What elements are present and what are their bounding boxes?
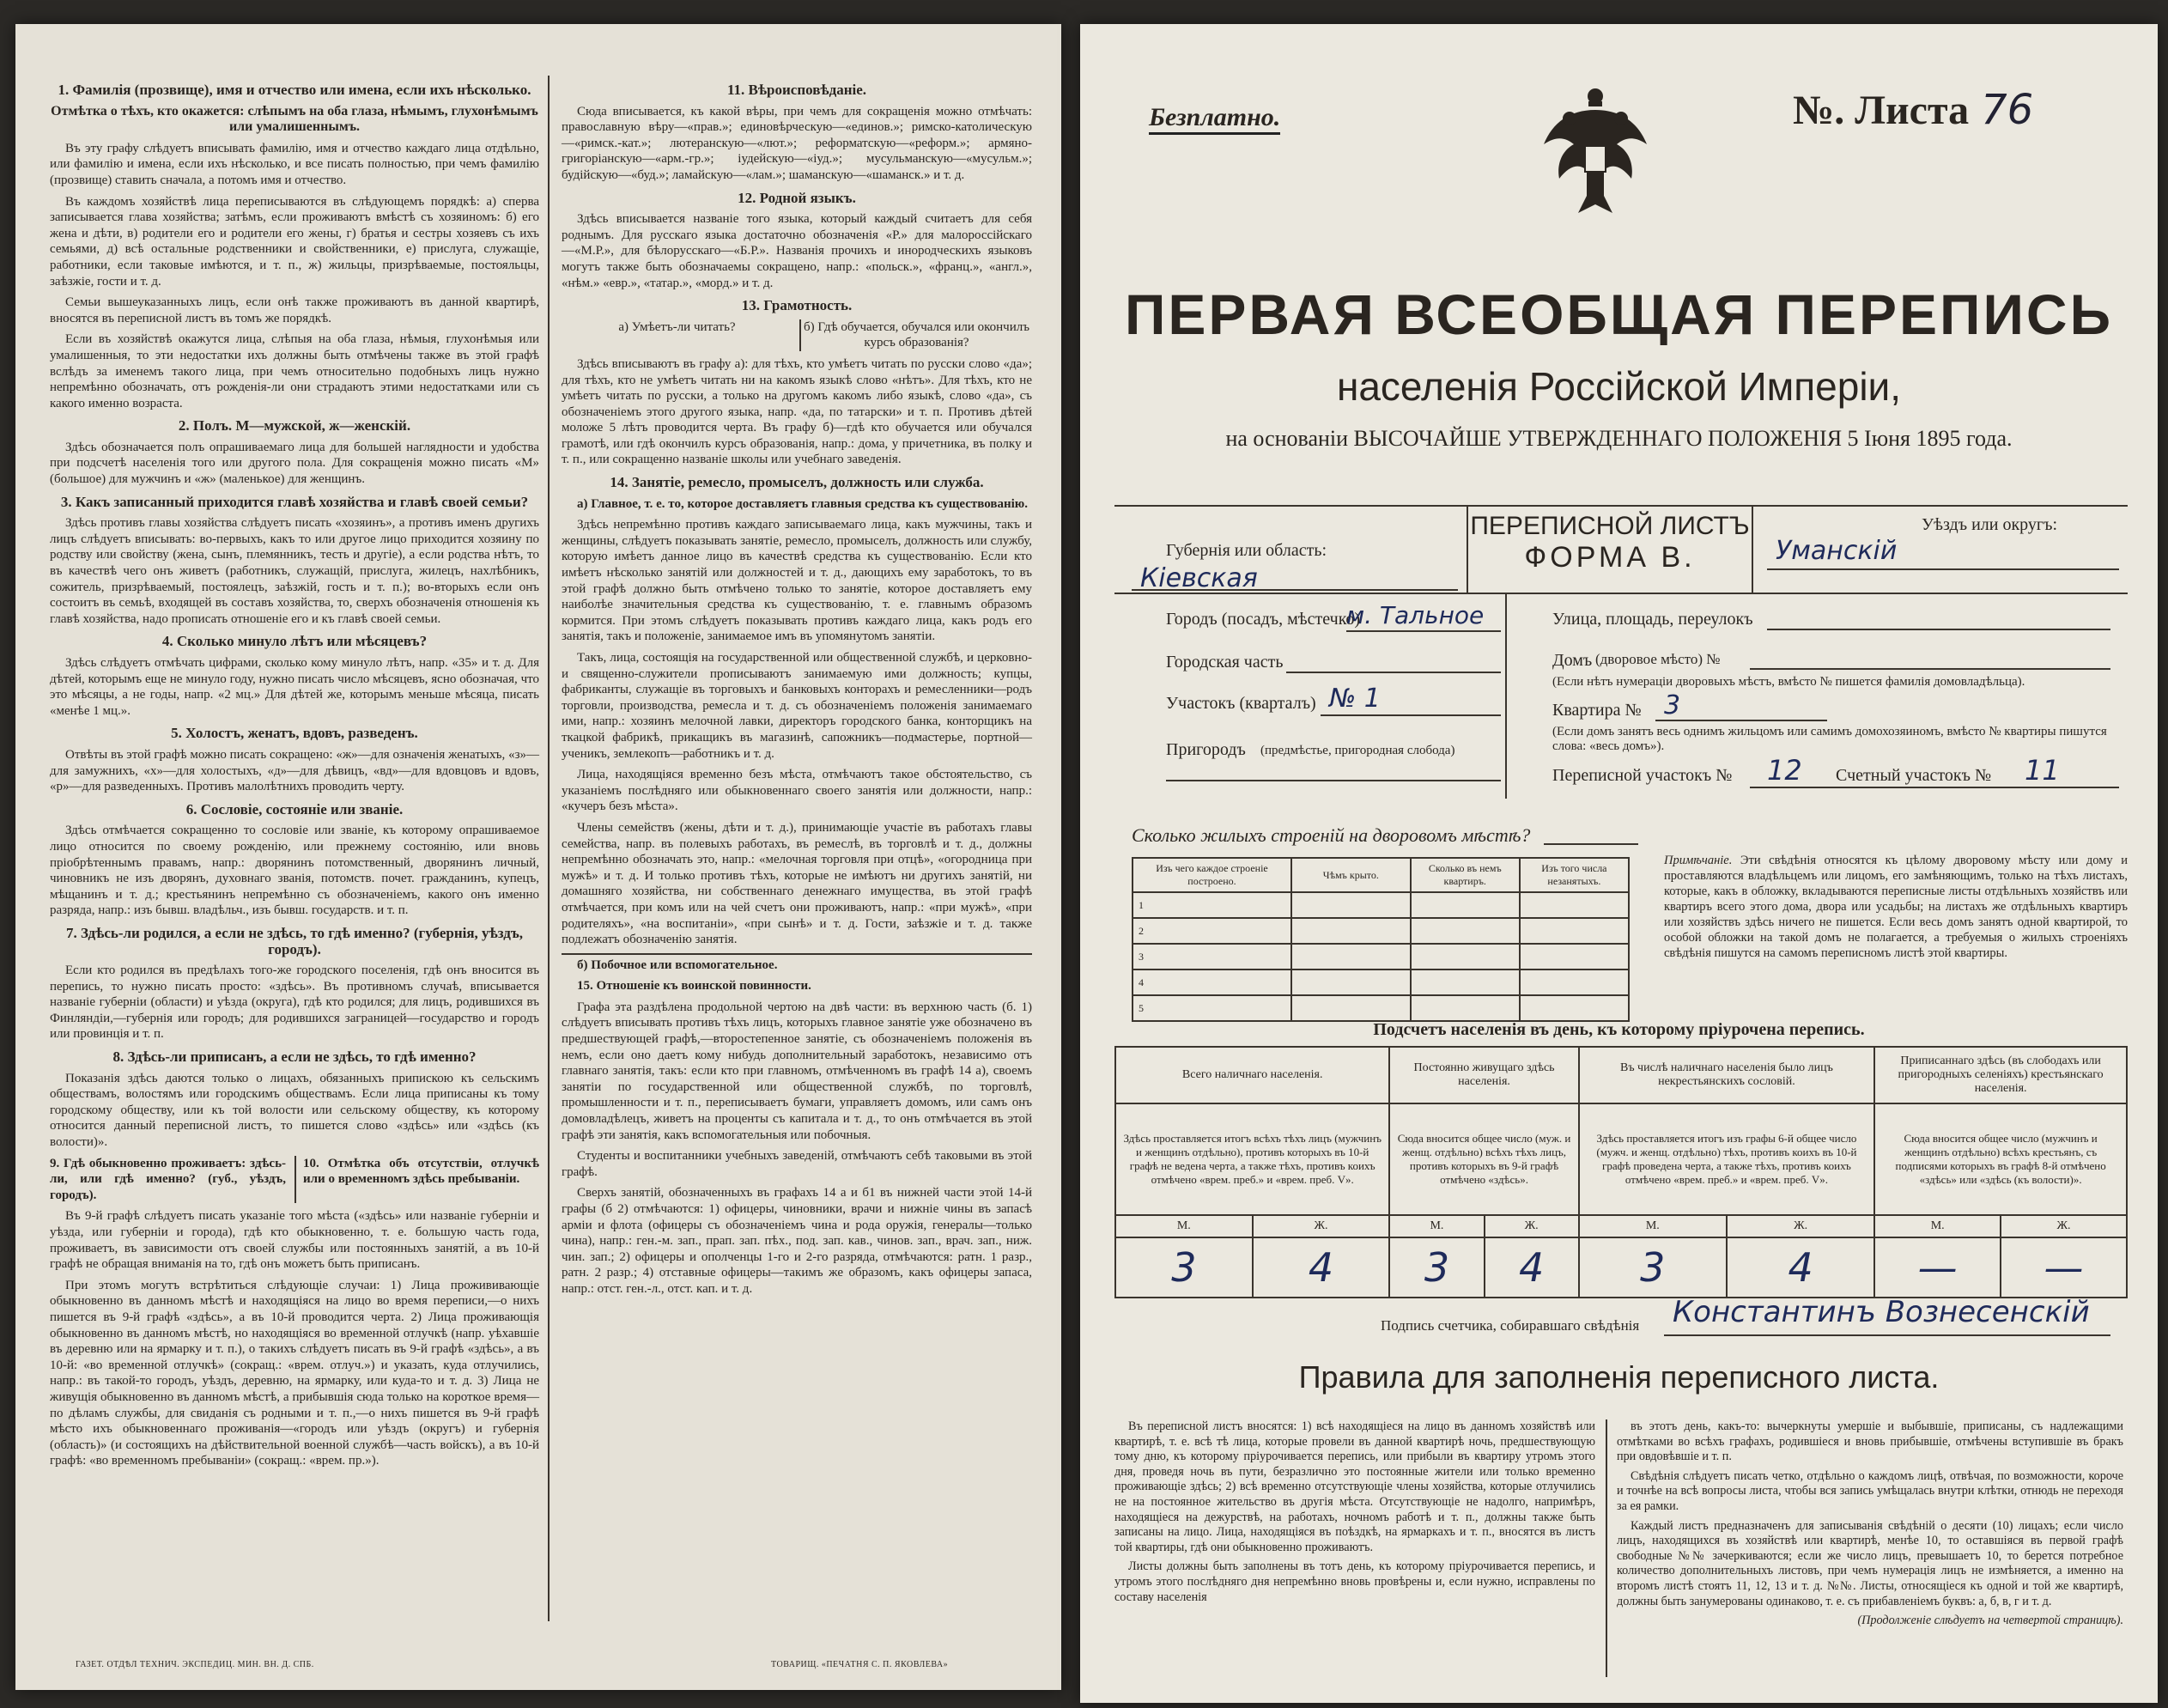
instructions-column-2: [562, 76, 1032, 1303]
section-14-text: Здѣсь непремѣнно противъ каждаго записываемаго лица, какъ мужчины, такъ и женщины, слѣдуетъ показывать занятіе, ремесло, промыселъ, должность или службу, которую имѣетъ данное лицо въ качествѣ средства къ существованію. Если кто имѣетъ нѣсколько занятій или должностей и т. д., дающихъ ему заработокъ, то въ этой графѣ должно быть отмѣчено только то занятіе, которое доставляетъ ему наиболѣе значительныя средства къ существованію, т. е. главнымъ образомъ кормится. При этомъ слѣдуетъ показывать противъ каждаго лица, какъ родъ его занятія, такъ и положеніе, занимаемое имъ въ упомянутомъ занятіи.: [562, 518, 1032, 644]
row-number: 2: [1133, 918, 1291, 944]
gubernia-label: Губернія или область:: [1166, 541, 1327, 560]
tally-desc-permanent: Сюда вносится общее число (муж. и женщ. отдѣльно) всѣхъ тѣхъ лицъ, противъ которыхъ въ 9-й графѣ отмѣчено «здѣсь».: [1389, 1103, 1578, 1215]
rules-title: Правила для заполненія переписного листа.: [1298, 1359, 1940, 1395]
sheet-number: [1793, 86, 2033, 134]
form-title: ПЕРЕПИСНОЙ ЛИСТЪ: [1470, 512, 1750, 540]
tally-table: [1114, 1046, 2128, 1298]
male-label: М.: [1874, 1215, 2001, 1237]
section-9-heading: 9. Гдѣ обыкновенно проживаетъ: здѣсь-ли, или гдѣ именно? (губ., уѣздъ, городъ).: [50, 1156, 286, 1202]
tally-non-peasant-male[interactable]: 3: [1579, 1237, 1727, 1298]
section-11-text: Сюда вписывается, къ какой вѣры, при чемъ для сокращенія можно отмѣчать: православную вѣру—«прав.»; единовѣрческую—«единов.»; римско-католическую—«римск.-кат.»; лютеранскую—«лют.»; реформатскую—«реформ.»; армяно-григоріанскую—«арм.-гр.»; іудейскую—«іуд.»; мусульманскую—«мусульм.»; будійскую—«буд.»; ламайскую—«лам.»; шаманскую—«шаманск.» и т. д.: [562, 104, 1032, 182]
table-row[interactable]: [1133, 892, 1629, 918]
section-7-text: Если кто родился въ предѣлахъ того-же городского поселенія, гдѣ онъ вносится въ перепись, то нужно писать просто: «здѣсь». Въ противномъ случаѣ, вписывается названіе губерніи (области) и уѣзда (округа), гдѣ кто родился; для лицъ, родившихся въ Финляндіи,—губернія или городъ; для родившихся заграницей—государство и городъ или провинція и т. п.: [50, 963, 539, 1042]
bld-col-material: Изъ чего каждое строеніе построено.: [1133, 858, 1291, 892]
section-1-text-3: Семьи вышеуказанныхъ лицъ, если онѣ также проживаютъ въ данной квартирѣ, вносятся въ переписной листъ въ томъ же порядкѣ.: [50, 295, 539, 325]
section-13a: а) Умѣетъ-ли читать?: [618, 319, 736, 334]
rules-text-3: въ этотъ день, какъ-то: вычеркнуты умершіе и выбывшіе, приписаны, съ надлежащими отмѣтками во всѣхъ графахъ, родившіеся и вновь прибывшіе, отмѣчены вступившіе въ бракъ при овдовѣвшіе и т. п.: [1617, 1419, 2123, 1464]
tally-col-registered-peasant: Приписаннаго здѣсь (въ слободахъ или пригородныхъ селеніяхъ) крестьянскаго населенія.: [1874, 1047, 2127, 1103]
double-headed-eagle-icon: [1535, 84, 1655, 222]
section-14a: а) Главное, т. е. то, которое доставляетъ главныя средства къ существованію.: [577, 496, 1028, 511]
buildings-table-header: [1133, 858, 1629, 892]
census-subtitle: населенія Россійской Имперіи,: [1336, 364, 1902, 409]
tally-permanent-female[interactable]: 4: [1485, 1237, 1579, 1298]
row-number: 3: [1133, 944, 1291, 969]
house-note: (дворовое мѣсто) №: [1595, 651, 1721, 667]
male-label: М.: [1115, 1215, 1253, 1237]
column-divider: [548, 76, 550, 1621]
section-14b-text: Графа эта раздѣлена продольной чертою на двѣ части: въ верхнюю часть (б. 1) слѣдуетъ вписывать противъ тѣхъ лицъ, которыхъ главное занятіе уже обозначено въ предшествующей графѣ,—второстепенное занятіе, съ обозначеніемъ положенія въ немъ, если оно даетъ кому нибудь дополнительный заработокъ, независимо отъ главнаго занятія, такъ: если кто при главномъ, отмѣченномъ въ графѣ 14 а), своемъ занятіи по государственной или общественной службѣ, по торговлѣ, промышленности и т. п., переписываетъ бумаги, управляетъ домомъ, или самъ онъ домовладѣлецъ, живетъ на проценты съ капитала и т. д., то онъ отмѣчается въ этой графѣ эти занятія, какъ вспомогательныя или побочныя.: [562, 1000, 1032, 1142]
census-district-value[interactable]: 12: [1767, 754, 1802, 787]
instructions-column-1: [50, 76, 539, 1474]
tally-present-female[interactable]: 4: [1253, 1237, 1390, 1298]
section-13-heading: 13. Грамотность.: [741, 297, 853, 314]
bld-col-apartments: Сколько въ немъ квартиръ.: [1411, 858, 1520, 892]
tally-values-row[interactable]: [1115, 1237, 2127, 1298]
rules-text-5: Каждый листъ предназначенъ для записыванія свѣдѣній о десяти (10) лицахъ; если число лицъ, находящихся въ хозяйствѣ или квартирѣ, менѣе 10, то оставшіяся въ первой графѣ свободные №№ зачеркиваются; если же число лицъ, превышаетъ 10, то берется потребное количество дополнительныхъ листовъ, при чемъ нумерація лицъ не измѣняется, а именно на второмъ листѣ стоятъ 11, 12, 13 и т. д. №№. Листы, относящіеся къ одной и той же квартирѣ, должны быть занумерованы одинаково, т. е. съ прибавленіемъ буквъ: а, б, в, г и т. д.: [1617, 1518, 2123, 1608]
section-3-heading: 3. Какъ записанный приходится главѣ хозяйства и главѣ своей семьи?: [60, 493, 529, 510]
section-14-text-2: Такъ, лица, состоящія на государственной или общественной службѣ, и церковно-и священно-служители прописываютъ занимаемую ими должность; купцы, фабриканты, служащіе въ торговыхъ и банковыхъ конторахъ и ремесленники—родъ торговли, производства, ремесла и т. д. съ обозначеніемъ положенія занимаемаго ими, напр.: хозяинъ мелочной лавки, директоръ городского банка, конторщикъ на ткацкой фабрикѣ, прикащикъ въ магазинѣ, сапожникъ—подмастерье, портной—ученикъ, землекопъ—работникъ и т. д.: [562, 651, 1032, 761]
count-district-label: Счетный участокъ №: [1836, 766, 1992, 785]
section-14-text-3: Лица, находящіяся временно безъ мѣста, отмѣчаютъ такое обстоятельство, съ указаніемъ послѣдняго или обыкновеннаго своего занятія или должности, напр.: «кучеръ безъ мѣста».: [562, 768, 1032, 814]
district-value[interactable]: № 1: [1329, 684, 1381, 714]
section-1-text: Въ эту графу слѣдуетъ вписывать фамилію, имя и отчество каждаго лица отдѣльно, или фамилію и имена, если ихъ нѣсколько, и все писать полностью, при чемъ фамилію (прозвище) ставить сначала, а потомъ имя и отчество.: [50, 141, 539, 187]
tally-non-peasant-female[interactable]: 4: [1727, 1237, 1874, 1298]
gubernia-value[interactable]: Кіевская: [1140, 563, 1258, 593]
house-hint: (Если нѣтъ нумераціи дворовыхъ мѣстъ, вмѣсто № пишется фамилія домовладѣльца).: [1552, 675, 2025, 689]
rules-column-1: [1114, 1419, 1595, 1609]
section-14-heading: 14. Занятіе, ремесло, промыселъ, должность или служба.: [610, 474, 984, 491]
free-label: Безплатно.: [1149, 103, 1280, 135]
uezd-label: Уѣздъ или округъ:: [1922, 515, 2058, 534]
form-header-row: [1114, 507, 2128, 594]
section-9-10-headings: [50, 1156, 539, 1204]
rules-column-2: [1617, 1419, 2123, 1633]
uezd-value[interactable]: Уманскій: [1776, 536, 1898, 566]
table-row[interactable]: [1133, 969, 1629, 995]
tally-desc-row: [1115, 1103, 2127, 1215]
section-9-text-2: При этомъ могутъ встрѣтиться слѣдующіе случаи: 1) Лица прожививающіе обыкновенно въ данномъ мѣстѣ и находящіяся на лицо во время переписи,—о нихъ пишется въ 9-й графѣ «здѣсь», а въ 10-й проводится черта. 2) Лица проживающія обыкновенно въ данномъ мѣстѣ, но находящіяся во временной отлучкѣ (напр. уѣхавшіе въ деревню или на ярмарку и т. п.), о такихъ слѣдуетъ писать въ 9-й графѣ «здѣсь», а въ 10-й: «во временной отлучкѣ» (сокращ.: «врем. отлуч.») и указать, куда отлучились, напр.: въ такой-то городъ, уѣздъ, деревню, на ярмарку, или куда-то и т. д. 3) Лица не живущія обыкновенно въ данномъ мѣстѣ, а прибывшія сюда только на короткое время—по дѣламъ службы, для свиданія съ родными и т. п.,—о нихъ пишется въ 9-й графѣ мѣсто ихъ обыкновеннаго проживанія—«городъ или уѣздъ (округъ) и губернія (область)» (и состоящихъ на дѣйствительной военной службѣ—часть войскъ), а въ 10-й графѣ: «во временномъ пребываніи» (сокращ.: «врем. пр.»).: [50, 1278, 539, 1468]
form-title-box: [1467, 507, 1753, 593]
section-1-text-2: Въ каждомъ хозяйствѣ лица переписываются въ слѣдующемъ порядкѣ: а) сперва записывается глава хозяйства; затѣмъ, если проживаютъ вмѣстѣ съ хозяиномъ: б) его жена и дѣти, в) родители его и родители его жены, г) братья и сестры хозяевъ съ ихъ семьями, д) всѣ остальные родственники и свойственники, е) прислуга, служащіе, работники, если таковые имѣются, и т. п., ж) жильцы, призрѣваемые, постояльцы, заѣзжіе, гости и т. д.: [50, 194, 539, 289]
tally-desc-non-peasant: Здѣсь проставляется итогъ изъ графы 6-й общее число (мужч. и женщ. отдѣльно) тѣхъ, противъ коихъ въ 10-й графѣ проведена черта, а также тѣхъ, противъ коихъ отмѣчено «врем. преб.» и «врем. преб. V».: [1579, 1103, 1875, 1215]
rules-divider: [1606, 1419, 1607, 1677]
tally-col-permanent: Постоянно живущаго здѣсь населенія.: [1389, 1047, 1578, 1103]
section-8-text: Показанія здѣсь даются только о лицахъ, обязанныхъ припискою къ сельскимъ обществамъ, волостямъ или городскимъ обществамъ. Если лица приписаны къ тому городскому обществу, или къ той волости или сельскому обществу, къ которому относится данный переписной листъ, то пишется слово «здѣсь» или «здѣсь (къ волости)».: [50, 1071, 539, 1150]
row-number: 5: [1133, 995, 1291, 1021]
suburb-label: Пригородъ: [1166, 740, 1246, 759]
buildings-table: [1132, 857, 1630, 1022]
section-13-subheadings: [562, 319, 1032, 351]
form-type: ФОРМА В.: [1524, 541, 1696, 574]
rules-text-2: Листы должны быть заполнены въ тотъ день, къ которому пріурочивается перепись, и утромъ этого послѣдняго дня непремѣнно вновь провѣрены и, если нужно, исправлены по составу населенія: [1114, 1559, 1595, 1604]
note-title: Примѣчаніе.: [1664, 854, 1733, 867]
street-line[interactable]: [1767, 629, 2110, 630]
tally-col-present: Всего наличнаго населенія.: [1115, 1047, 1389, 1103]
section-11-heading: 11. Вѣроисповѣданіе.: [726, 82, 867, 98]
signature-value[interactable]: Константинъ Вознесенскій: [1673, 1295, 2090, 1329]
bld-col-vacant: Изъ того числа незанятыхъ.: [1520, 858, 1629, 892]
tally-desc-present: Здѣсь проставляется итогъ всѣхъ тѣхъ лицъ (мужчинъ и женщинъ отдѣльно), противъ которыхъ въ 10-й графѣ не ведена черта, а также тѣхъ, противъ коихъ отмѣчено «врем. преб.» и «врем. преб. V».: [1115, 1103, 1389, 1215]
section-2-text: Здѣсь обозначается полъ опрашиваемаго лица для большей наглядности и удобства при подсчетѣ населенія того или другого пола. Для сокращенія можно писать «М» (большое) для мужчинъ и «ж» (маленькое) для женщинъ.: [50, 440, 539, 487]
section-12-heading: 12. Родной языкъ.: [738, 189, 856, 206]
section-1-heading: 1. Фамилія (прозвище), имя и отчество или имена, если ихъ нѣсколько.: [58, 82, 531, 98]
section-6-heading: 6. Сословіе, состояніе или званіе.: [185, 800, 404, 818]
section-10-heading: 10. Отмѣтка объ отсутствіи, отлучкѣ или о временномъ здѣсь пребываніи.: [295, 1156, 539, 1204]
tally-header-row: [1115, 1047, 2127, 1103]
section-5-heading: 5. Холостъ, женатъ, вдовъ, разведенъ.: [171, 725, 418, 742]
tally-title: Подсчетъ населенія въ день, къ которому пріурочена перепись.: [1373, 1020, 1865, 1039]
city-part-line[interactable]: [1286, 672, 1501, 673]
rules-text-4: Свѣдѣнія слѣдуетъ писать четко, отдѣльно о каждомъ лицѣ, отвѣчая, по возможности, короче и точнѣе на всѣ вопросы листа, чтобы вся запись умѣщалась внутри клѣтки, отнюдь не переходя за ея рамки.: [1617, 1468, 2123, 1513]
house-label: Домъ: [1552, 651, 1593, 670]
street-label: Улица, площадь, переулокъ: [1552, 610, 1753, 629]
rules-continued: (Продолженіе слѣдуетъ на четвертой страницѣ).: [1857, 1614, 2123, 1628]
female-label: Ж.: [2001, 1215, 2127, 1237]
row-number: 4: [1133, 969, 1291, 995]
female-label: Ж.: [1485, 1215, 1579, 1237]
table-row[interactable]: [1133, 918, 1629, 944]
census-basis: на основаніи ВЫСОЧАЙШЕ УТВЕРЖДЕННАГО ПОЛОЖЕНІЯ 5 Іюня 1895 года.: [1225, 426, 2013, 451]
uezd-line: [1767, 568, 2119, 570]
signature-label: Подпись счетчика, собиравшаго свѣдѣнія: [1381, 1317, 1640, 1334]
note-block: [1664, 853, 2128, 961]
section-7-heading: 7. Здѣсь-ли родился, а если не здѣсь, то гдѣ именно? (губернія, уѣздъ, городъ).: [65, 924, 524, 957]
census-district-label: Переписной участокъ №: [1552, 766, 1733, 785]
footer-printer-left: ГАЗЕТ. ОТДѢЛ ТЕХНИЧ. ЭКСПЕДИЦ. МИН. ВН. Д. СПБ.: [76, 1660, 314, 1669]
footer-printer-right: ТОВАРИЩ. «ПЕЧАТНЯ С. П. ЯКОВЛЕВА»: [771, 1660, 949, 1669]
tally-present-male[interactable]: 3: [1115, 1237, 1253, 1298]
apartment-value[interactable]: 3: [1664, 690, 1681, 720]
suburb-line[interactable]: [1166, 780, 1501, 781]
female-label: Ж.: [1727, 1215, 1874, 1237]
tally-desc-registered-peasant: Сюда вносится общее число (мужчинъ и женщинъ отдѣльно) всѣхъ крестьянъ, съ подписями которыхъ въ графѣ 8-й отмѣчено «здѣсь» или «здѣсь (къ волости)».: [1874, 1103, 2127, 1215]
location-divider: [1505, 593, 1507, 799]
male-label: М.: [1579, 1215, 1727, 1237]
section-5-text: Отвѣты въ этой графѣ можно писать сокращено: «ж»—для означенія женатыхъ, «з»—для замужнихъ, «х»—для холостыхъ, «д»—для дѣвицъ, «вд»—для вдовцовъ и вдовъ, «р»—для разведенныхъ. Противъ малолѣтнихъ проводить черту.: [50, 747, 539, 794]
district-line: [1321, 714, 1501, 716]
district-label: Участокъ (кварталъ): [1166, 694, 1316, 713]
instructions-page: [15, 24, 1061, 1690]
sheet-number-value: 76: [1981, 86, 2034, 134]
table-row[interactable]: [1133, 944, 1629, 969]
count-district-value[interactable]: 11: [2025, 754, 2060, 787]
apartment-hint: (Если домъ занятъ весь однимъ жильцомъ или самимъ домохозяиномъ, вмѣсто № квартиры пишутся слова: «весь домъ»).: [1552, 725, 2107, 753]
tally-permanent-male[interactable]: 3: [1389, 1237, 1484, 1298]
section-12-text: Здѣсь вписывается названіе того языка, который каждый считаетъ для себя роднымъ. Для русскаго языка достаточно обозначенія «Р.» для малороссійскаго—«М.Р.», для бѣлорусскаго—«Б.Р.». Названія прочихъ и инородческихъ языковъ могутъ также быть обозначаемы сокращено, напр.: «польск.», «франц.», «англ.», «нѣм.» «евр.», «татар.», «морд.» и т. д.: [562, 212, 1032, 290]
section-14b-heading: б) Побочное или вспомогательное.: [562, 953, 1032, 974]
section-14b-text-2: Студенты и воспитанники учебныхъ заведеній, отмѣчаютъ себѣ таковыми въ этой графѣ.: [562, 1149, 1032, 1179]
city-part-label: Городская часть: [1166, 653, 1284, 672]
district-numbers-line: [1750, 787, 2119, 788]
section-9-text: Въ 9-й графѣ слѣдуетъ писать указаніе того мѣста («здѣсь» или названіе губерніи и уѣзда, или губерніи и города), гдѣ кто обыкновенно, т. е. большую часть года, проживаетъ, въ зависимости отъ своей службы или постоянныхъ занятій, а въ 10-й графѣ не обращая вниманія на то, гдѣ онъ можетъ быть приписанъ.: [50, 1209, 539, 1272]
section-2-heading: 2. Полъ. М—мужской, ж—женскій.: [178, 417, 411, 435]
section-13b: б) Гдѣ обучается, обучался или окончилъ курсъ образованія?: [799, 319, 1032, 351]
row-number: 1: [1133, 892, 1291, 918]
sheet-number-label: №. Листа: [1793, 88, 1970, 133]
section-14-text-4: Члены семействъ (жены, дѣти и т. д.), принимающіе участіе въ работахъ главы семейства, напр. въ полевыхъ работахъ, въ ремеслѣ, въ торговлѣ и т. д., должны непремѣнно обозначать это, напр.: «мелочная торговля при отцѣ», «огородница при мужѣ» и т. д. И только противъ тѣхъ, которые не имѣютъ ни другихъ занятій, ни домашняго хозяйства, ни собственнаго денежнаго имущества, въ этой графѣ отмѣчается, при комъ или на чей счетъ они проживаютъ, напр.: «при мужѣ», «при родителяхъ», «на воспитаніи», «при сынѣ» и т. д. Гости, заѣзжіе и т. д. также подлежатъ обозначенію занятія.: [562, 820, 1032, 947]
rules-text-1: Въ переписной листъ вносятся: 1) всѣ находящіеся на лицо въ данномъ хозяйствѣ или квартирѣ, т. е. всѣ тѣ лица, которые провели въ данной квартирѣ ночь, предшествующую тому дню, къ которому пріурочивается перепись, или прибыли въ квартиру утромъ этого дня, проведя ночь въ пути, безразлично это постоянные жители или только временно проживающіе здѣсь; 2) всѣ временно отсутствующіе члены хозяйства, которые отлучились не на постоянное жительство въ другія мѣста. Отсутствующіе не надолго, напримѣръ, находящіеся на дежурствѣ, на работахъ, ночномъ работѣ и т. п., должны также быть записаны на лицо. Лица, находящіяся въ поѣздкѣ, на ярмаркахъ и т. п., вносятся въ листъ той квартиры, гдѣ они обыкновенно проживаютъ.: [1114, 1419, 1595, 1554]
apartment-line: [1655, 720, 1827, 721]
city-line: [1346, 630, 1501, 632]
signature-line: [1664, 1334, 2110, 1336]
tally-peasant-male[interactable]: —: [1874, 1237, 2001, 1298]
tally-col-non-peasant: Въ числѣ наличнаго населенія было лицъ некрестьянскихъ сословій.: [1579, 1047, 1875, 1103]
section-4-text: Здѣсь слѣдуетъ отмѣчать цифрами, сколько кому минуло лѣтъ, напр. «35» и т. д. Для дѣтей, которымъ еще не минуло году, нужно писать число мѣсяцевъ, ясно обозначая, что это мѣсяцы, а не годы, напр. «2 мц.» Для дѣтей же, которымъ меньше мѣсяца, писать «менѣе 1 мц.».: [50, 656, 539, 718]
location-block: [1114, 505, 2128, 799]
male-label: М.: [1389, 1215, 1484, 1237]
tally-peasant-female[interactable]: —: [2001, 1237, 2127, 1298]
note-text: Эти свѣдѣнія относятся къ цѣлому дворовому мѣсту или дому и проставляются владѣльцемъ или лицомъ, его замѣняющимъ, только на тѣхъ листахъ, которые, какъ в обложку, вкладываются переписные листы отдѣльныхъ хозяйствъ или квартиръ всего этого дома, двора или усадьбы; на листахъ же отдѣльныхъ квартиръ или хозяйствъ здѣсь ничего не пишется. Если весь домъ занятъ одной квартирой, то особой обложки на такой домъ не полагается, а требуемыя о жилыхъ строеніяхъ свѣдѣнія пишутся на самомъ переписномъ листѣ этой квартиры.: [1664, 854, 2128, 960]
house-line[interactable]: [1750, 668, 2110, 670]
suburb-note: (предмѣстье, пригородная слобода): [1260, 744, 1455, 757]
section-8-heading: 8. Здѣсь-ли приписанъ, а если не здѣсь, то гдѣ именно?: [112, 1049, 477, 1066]
apartment-label: Квартира №: [1552, 701, 1642, 720]
gubernia-line: [1132, 589, 1458, 591]
city-value[interactable]: м. Тальное: [1346, 601, 1485, 629]
section-4-heading: 4. Сколько минуло лѣтъ или мѣсяцевъ?: [161, 633, 428, 650]
section-6-text: Здѣсь отмѣчается сокращенно то сословіе или званіе, къ которому опрашиваемое лицо относится по своему рожденію, или прежнему состоянію, или вновь пріобрѣтеннымъ правамъ, напр.: дворянинъ потомственный, дворянинъ личный, чиновникъ не изъ дворянъ, духовнаго званія, потомств. почет. гражданинъ, купецъ, мѣщанинъ и т. д.; крестьянинъ непремѣнно съ обозначеніемъ, какого онъ именно разряда, напр.: изъ бывш. владѣльч., изъ бывш. государств. и т. п.: [50, 824, 539, 918]
buildings-question: Сколько жилыхъ строеній на дворовомъ мѣстѣ?: [1132, 824, 1531, 846]
section-1-subheading: Отмѣтка о тѣхъ, кто окажется: слѣпымъ на оба глаза, нѣмымъ, глухонѣмымъ или умалишеннымъ.: [51, 103, 538, 135]
buildings-line[interactable]: [1544, 843, 1638, 845]
section-1-text-4: Если въ хозяйствѣ окажутся лица, слѣпыя на оба глаза, нѣмыя, глухонѣмыя или умалишенныя, то эти недостатки ихъ должны быть отмѣчены также въ этой графѣ вслѣдъ за именемъ такого лица, при чемъ относительно подобныхъ лицъ нужно непремѣнно обозначать, отъ рожденія-ли они страдаютъ этими недостатками или съ какого именно возраста.: [50, 332, 539, 410]
census-form-page: [1080, 24, 2158, 1703]
section-15-text: Сверхъ занятій, обозначенныхъ въ графахъ 14 а и б1 въ нижней части этой 14-й графы (б 2) отмѣчаются: 1) офицеры, чиновники, врачи и нижніе чины въ запасѣ арміи и флота (офицеры съ обозначеніемъ чина и рода оружія, генералы—только чина), напр.: ген.-м. зап., прап. зап. пѣх., под. зап. кав., чинов. зап., врач. зап., ниж. чин. зап.; 2) офицеры и ополченцы 1-го и 2-го разряда, отмѣчаются: ратн. 1 разр., ратн. 2 разр.; 4) отставные офицеры—такимъ же образомъ, какъ офицеры запаса, напр.: отст. ген.-л., отст. кап. и т. д.: [562, 1186, 1032, 1296]
city-label: Городъ (посадъ, мѣстечко): [1166, 610, 1361, 629]
section-15-heading: 15. Отношеніе къ воинской повинности.: [577, 979, 811, 994]
census-title: ПЕРВАЯ ВСЕОБЩАЯ ПЕРЕПИСЬ: [1124, 283, 2114, 346]
tally-sex-row: [1115, 1215, 2127, 1237]
bld-col-roof: Чѣмъ крыто.: [1291, 858, 1411, 892]
section-13-text: Здѣсь вписываютъ въ графу а): для тѣхъ, кто умѣетъ читать по русски слово «да»; для тѣхъ, кто не умѣетъ читать ни на какомъ языкѣ слово «нѣтъ». Для тѣхъ, кто не умѣетъ читать по русски, а только на другомъ какомъ либо языкѣ, слово «да», съ обозначеніемъ этого другого языка, напр. «да, по татарски» и т. п. Противъ дѣтей моложе 5 лѣтъ проводится черта. Въ графу б)—гдѣ кто обучается или обучался грамотѣ, или гдѣ окончилъ курсъ образованія, напр.: дома, у причетника, въ полку и т. п., или сокращенно названіе школы или учебнаго заведенія.: [562, 356, 1032, 467]
table-row[interactable]: [1133, 995, 1629, 1021]
female-label: Ж.: [1253, 1215, 1390, 1237]
section-3-text: Здѣсь противъ главы хозяйства слѣдуетъ писать «хозяинъ», а противъ именъ другихъ лицъ слѣдуетъ вписывать: во-первыхъ, какъ то или другое лицо приходится хозяину по родству или свойству (жена, сынъ, племянникъ, тесть и другіе), а если родства нѣтъ, то въ качествѣ чего онъ живетъ (работникъ, служащій, прислуга, жилецъ, нахлѣбникъ, сожитель, призрѣваемый, постоялецъ, заѣзжій, гость и т. п.); во-вторыхъ если онъ состоитъ въ семьѣ, входящей въ составъ хозяйства, то, сверхъ обозначенія отношенія къ главѣ хозяйства, надо прописать отношеніе его и къ главѣ своей семьи.: [50, 516, 539, 626]
